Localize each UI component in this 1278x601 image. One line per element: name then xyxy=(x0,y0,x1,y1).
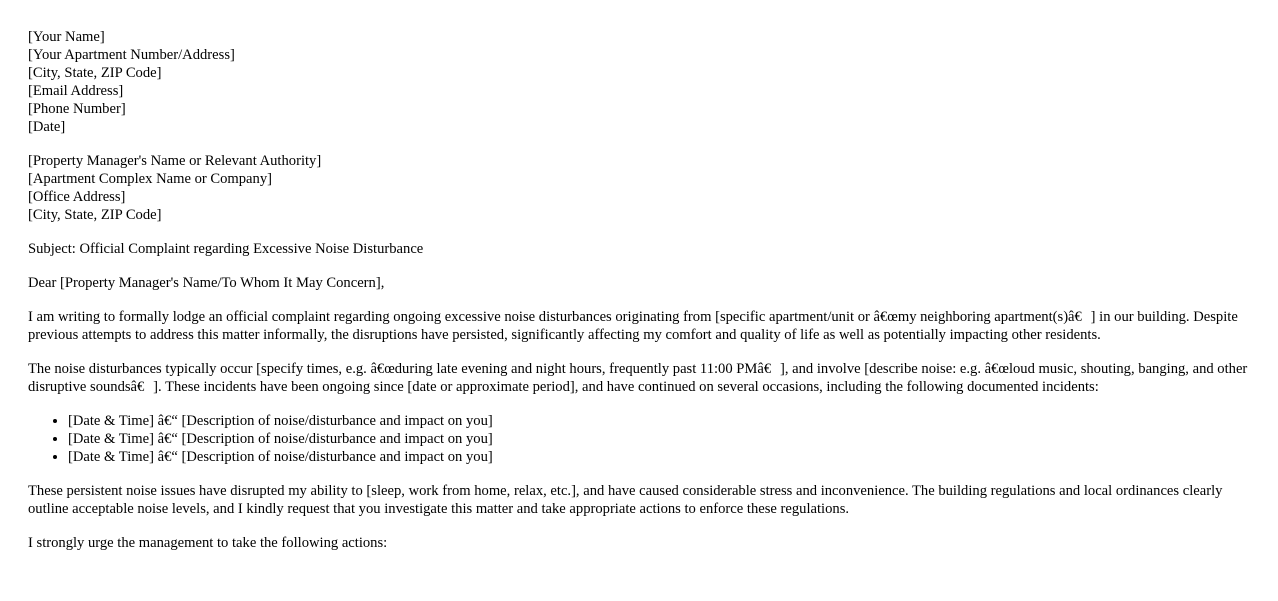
letter xyxy=(28,28,1250,568)
sender-block xyxy=(28,28,1250,136)
incident-list xyxy=(28,412,1250,466)
recipient-city: [City, State, ZIP Code] xyxy=(28,207,162,223)
sender-date: [Date] xyxy=(28,119,66,135)
sender-city: [City, State, ZIP Code] xyxy=(28,65,162,81)
body-paragraph: These persistent noise issues have disrupted my ability to [sleep, work from home, relax, etc.], and have caused considerable stress and inconvenience. The building regulations and local ordinances clearly outline acceptable noise levels, and I kindly request that you investigate this matter and take appropriate actions to enforce these regulations. xyxy=(28,483,1223,517)
sender-email: [Email Address] xyxy=(28,83,124,99)
list-item: • [Date & Time] â€“ [Description of noise/disturbance and impact on you] xyxy=(68,448,1250,466)
recipient-name: [Property Manager's Name or Relevant Authority] xyxy=(28,153,322,169)
sender-name: [Your Name] xyxy=(28,29,105,45)
body-paragraph: The noise disturbances typically occur [specify times, e.g. â€œduring late evening and night hours, frequently past 11:00 PMâ€], and involve [describe noise: e.g. â€œloud music, shouting, banging, and other disruptive soundsâ€]. These incidents have been ongoing since [date or approximate period], and have continued on several occasions, including the following documented incidents: xyxy=(28,361,1248,395)
body-paragraph: I am writing to formally lodge an official complaint regarding ongoing excessive noise disturbances originating from [specific apartment/unit or â€œmy neighboring apartment(s)â€] in our building. Despite previous attempts to address this matter informally, the disruptions have persisted, significantly affecting my comfort and quality of life as well as potentially impacting other residents. xyxy=(28,309,1238,343)
recipient-company: [Apartment Complex Name or Company] xyxy=(28,171,272,187)
recipient-block xyxy=(28,152,1250,224)
list-item: • [Date & Time] â€“ [Description of noise/disturbance and impact on you] xyxy=(68,412,1250,430)
salutation: Dear [Property Manager's Name/To Whom It May Concern], xyxy=(28,275,385,291)
sender-address: [Your Apartment Number/Address] xyxy=(28,47,235,63)
recipient-office: [Office Address] xyxy=(28,189,126,205)
sender-phone: [Phone Number] xyxy=(28,101,126,117)
body-paragraph: I strongly urge the management to take the following actions: xyxy=(28,535,388,551)
subject-line: Subject: Official Complaint regarding Excessive Noise Disturbance xyxy=(28,241,424,257)
list-item: • [Date & Time] â€“ [Description of noise/disturbance and impact on you] xyxy=(68,430,1250,448)
